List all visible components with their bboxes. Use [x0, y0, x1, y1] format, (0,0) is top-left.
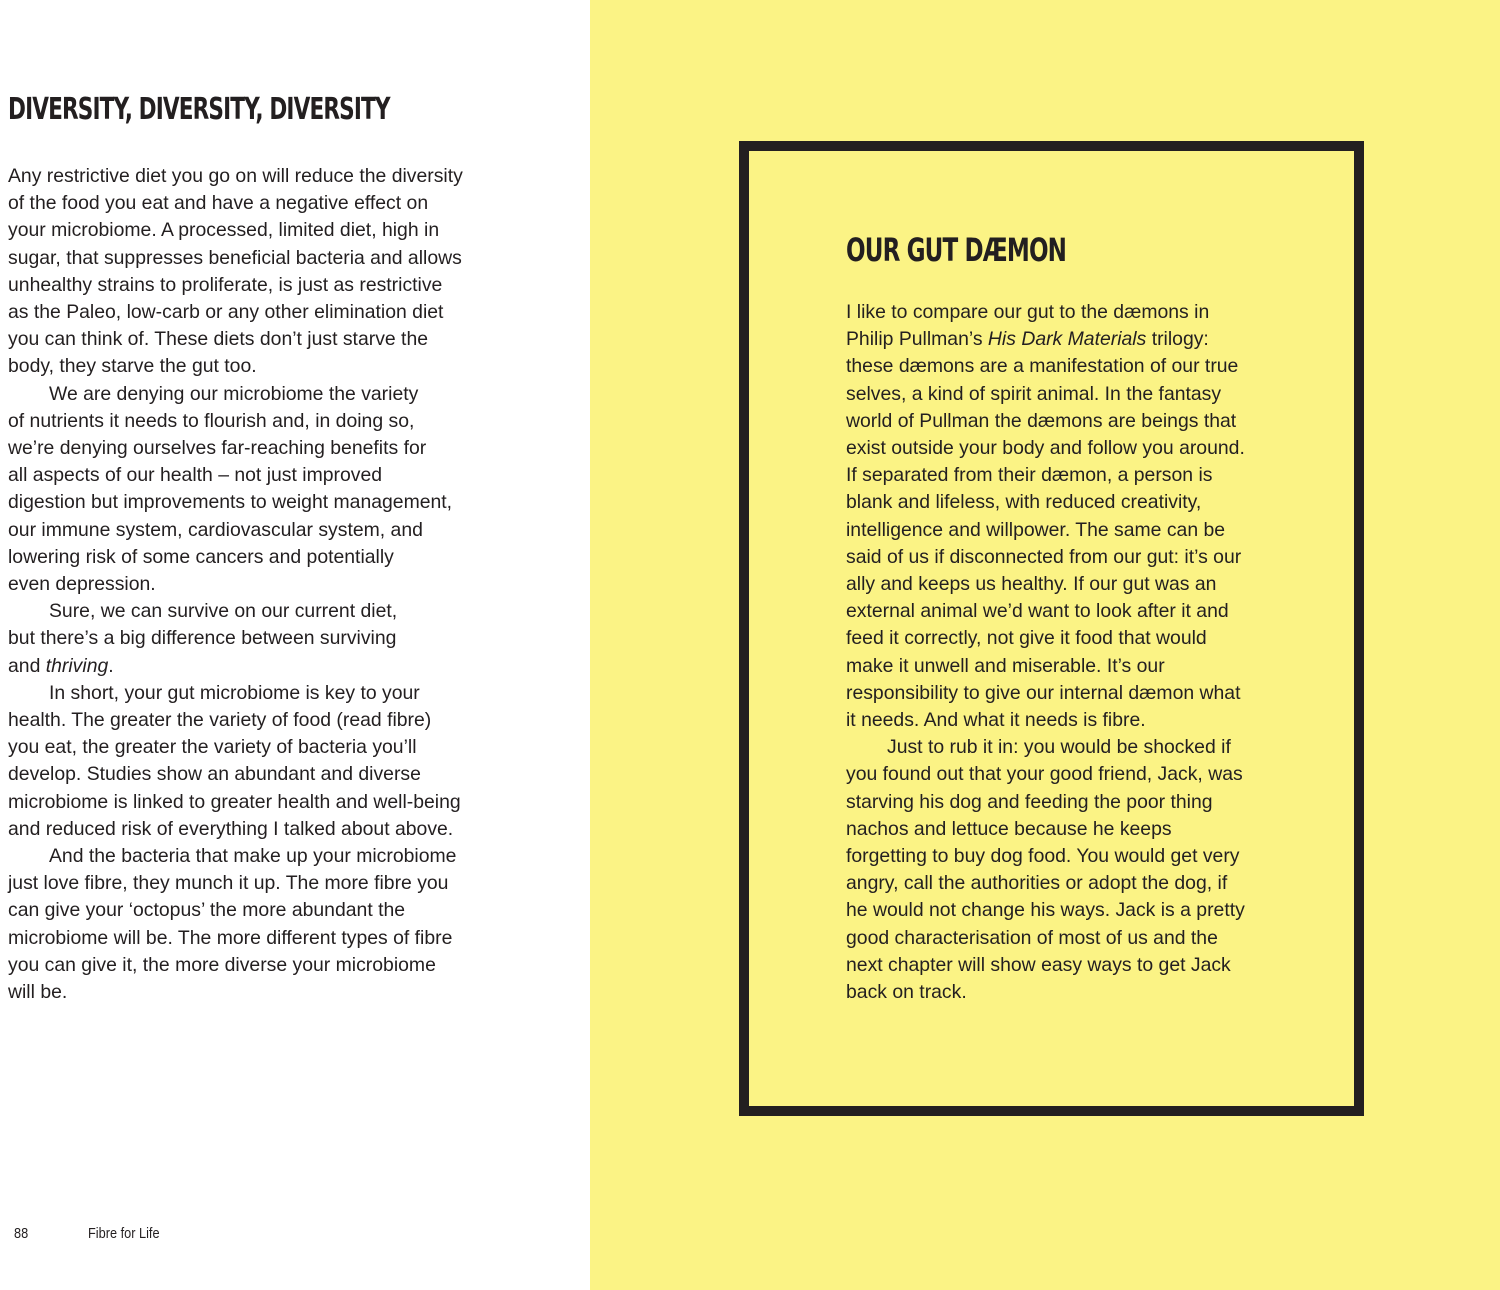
- text-line: and reduced risk of everything I talked about above.: [8, 817, 454, 840]
- text-line: Sure, we can survive on our current diet,: [49, 600, 398, 623]
- text-line: microbiome is linked to greater health and well-being: [8, 790, 461, 813]
- text-line: sugar, that suppresses beneficial bacteria and allows: [8, 246, 462, 269]
- text-line: can give your ‘octopus’ the more abundant the: [8, 899, 406, 922]
- paragraph-3: [8, 598, 508, 680]
- text-line: your microbiome. A processed, limited diet, high in: [8, 219, 440, 242]
- text-line: [8, 653, 508, 680]
- text-line: world of Pullman the dæmons are beings that: [846, 409, 1237, 432]
- text-line: Any restrictive diet you go on will reduce the diversity: [8, 165, 463, 187]
- text-line: external animal we’d want to look after it and: [846, 600, 1229, 623]
- text-line: In short, your gut microbiome is key to your: [49, 681, 420, 704]
- text-line: blank and lifeless, with reduced creativity,: [846, 491, 1202, 514]
- text-line: body, they starve the gut too.: [8, 355, 257, 378]
- text-line: If separated from their dæmon, a person is: [846, 464, 1213, 487]
- section-heading: DIVERSITY, DIVERSITY, DIVERSITY: [8, 92, 390, 127]
- text-line: back on track.: [846, 981, 967, 1004]
- text-line: I like to compare our gut to the dæmons in: [846, 301, 1210, 323]
- text-line: as the Paleo, low-carb or any other elimination diet: [8, 301, 444, 324]
- text-line: Just to rub it in: you would be shocked if: [887, 736, 1231, 759]
- box-heading: OUR GUT DÆMON: [846, 231, 1067, 269]
- text-line: but there’s a big difference between surviving: [8, 627, 397, 650]
- text-line: of the food you eat and have a negative effect on: [8, 192, 429, 215]
- text-line: angry, call the authorities or adopt the dog, if: [846, 872, 1228, 895]
- text-line: you found out that your good friend, Jack, was: [846, 763, 1243, 786]
- text-line: you eat, the greater the variety of bacteria you’ll: [8, 736, 417, 759]
- text-line: develop. Studies show an abundant and diverse: [8, 763, 421, 786]
- paragraph-2: [8, 381, 508, 599]
- text-line: forgetting to buy dog food. You would get very: [846, 845, 1240, 868]
- text-line: exist outside your body and follow you around.: [846, 437, 1245, 460]
- text-run: .: [108, 654, 114, 677]
- book-title-emphasis: His Dark Materials: [987, 328, 1147, 351]
- text-line: all aspects of our health – not just improved: [8, 464, 383, 487]
- text-line: lowering risk of some cancers and potentially: [8, 545, 394, 568]
- box-paragraph-2: [846, 734, 1306, 1006]
- box-text: [846, 299, 1306, 1006]
- text-line: will be.: [8, 981, 68, 1004]
- text-line: unhealthy strains to proliferate, is just as restrictive: [8, 273, 443, 296]
- text-line: feed it correctly, not give it food that would: [846, 627, 1207, 650]
- paragraph-4: [8, 680, 508, 843]
- text-line: our immune system, cardiovascular system, and: [8, 518, 423, 541]
- running-footer-title: Fibre for Life: [88, 1225, 160, 1242]
- text-line: responsibility to give our internal dæmon what: [846, 681, 1241, 704]
- paragraph-5: [8, 843, 508, 1006]
- text-line: it needs. And what it needs is fibre.: [846, 709, 1146, 732]
- text-line: digestion but improvements to weight management,: [8, 491, 453, 514]
- text-line: health. The greater the variety of food (read fibre): [8, 709, 432, 732]
- text-line: you can think of. These diets don’t just starve the: [8, 328, 429, 351]
- text-line: we’re denying ourselves far-reaching benefits for: [8, 437, 427, 460]
- text-line: next chapter will show easy ways to get Jack: [846, 953, 1231, 976]
- text-line: good characterisation of most of us and the: [846, 926, 1218, 949]
- text-line: said of us if disconnected from our gut: it’s our: [846, 545, 1242, 568]
- text-line: you can give it, the more diverse your microbiome: [8, 953, 436, 976]
- text-line: ally and keeps us healthy. If our gut was an: [846, 573, 1217, 596]
- text-run: trilogy:: [1146, 328, 1209, 351]
- paragraph-1: [8, 163, 508, 381]
- emphasis-text: thriving: [45, 654, 109, 677]
- text-line: starving his dog and feeding the poor thing: [846, 790, 1213, 813]
- text-line: intelligence and willpower. The same can be: [846, 518, 1226, 541]
- text-line: of nutrients it needs to flourish and, in doing so,: [8, 409, 415, 432]
- text-line: nachos and lettuce because he keeps: [846, 817, 1172, 840]
- text-line: just love fibre, they munch it up. The more fibre you: [8, 872, 449, 895]
- box-paragraph-1: [846, 299, 1306, 734]
- body-text: [8, 163, 508, 1006]
- text-line: make it unwell and miserable. It’s our: [846, 654, 1165, 677]
- text-line: microbiome will be. The more different types of fibre: [8, 926, 453, 949]
- text-line: We are denying our microbiome the variety: [49, 382, 419, 405]
- text-line: these dæmons are a manifestation of our true: [846, 355, 1239, 378]
- text-run: and: [8, 654, 46, 677]
- text-line: selves, a kind of spirit animal. In the fantasy: [846, 382, 1222, 405]
- text-line: even depression.: [8, 573, 156, 596]
- text-line: he would not change his ways. Jack is a pretty: [846, 899, 1245, 922]
- text-line: And the bacteria that make up your microbiome: [49, 845, 457, 868]
- text-line: [846, 326, 1306, 353]
- text-run: Philip Pullman’s: [846, 328, 988, 351]
- page-number: 88: [14, 1225, 29, 1242]
